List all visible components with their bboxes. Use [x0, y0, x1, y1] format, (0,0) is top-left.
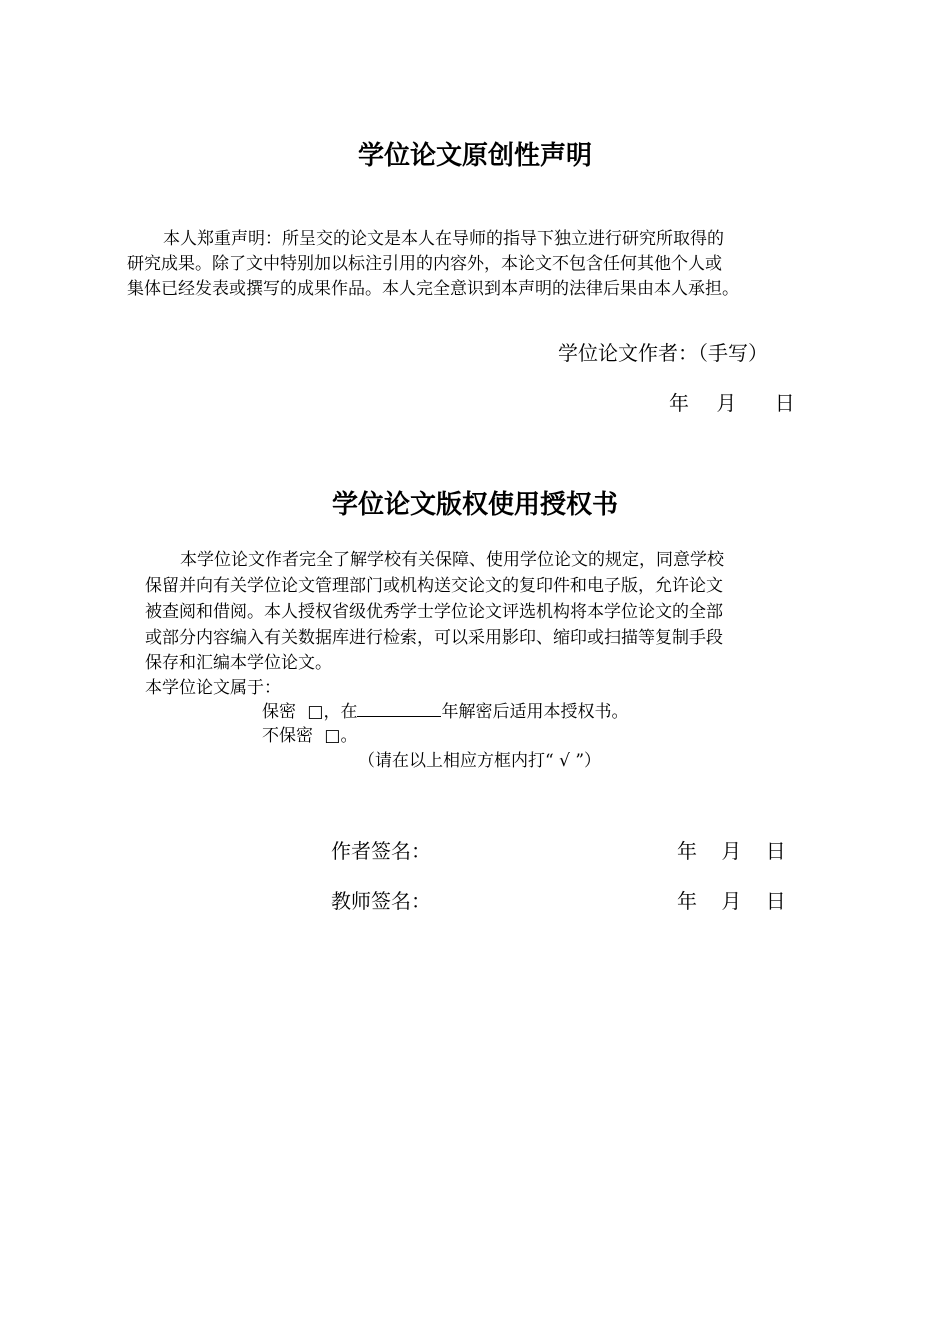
declaration-line-1: 本人郑重声明：所呈交的论文是本人在导师的指导下独立进行研究所取得的: [163, 229, 724, 249]
author-sign-label: 作者签名：: [331, 839, 431, 863]
date-day: 日: [765, 839, 786, 863]
authorization-line-1: 本学位论文作者完全了解学校有关保障、使用学位论文的规定，同意学校: [180, 550, 724, 570]
not-confidential-label: 不保密: [262, 726, 313, 746]
author-sign-date: [677, 835, 786, 864]
declaration-title: 学位论文原创性声明: [357, 141, 592, 171]
belongs-label: 本学位论文属于：: [145, 678, 281, 698]
date-year: 年: [677, 889, 697, 913]
date-year: 年: [677, 839, 697, 863]
not-confidential-period: 。: [340, 726, 358, 746]
authorization-line-4: 或部分内容编入有关数据库进行检索，可以采用影印、缩印或扫描等复制手段: [145, 628, 723, 648]
teacher-sign-label: 教师签名：: [331, 889, 431, 913]
checkbox-note: （请在以上相应方框内打“ √ ”）: [358, 751, 602, 771]
confidential-checkbox[interactable]: □: [307, 702, 324, 722]
date-day: 日: [765, 889, 786, 913]
declaration-line-2: 研究成果。除了文中特别加以标注引用的内容外，本论文不包含任何其他个人或: [127, 254, 722, 274]
confidential-row: [262, 699, 628, 725]
authorization-line-2: 保留并向有关学位论文管理部门或机构送交论文的复印件和电子版，允许论文: [145, 576, 723, 596]
declaration-line-3: 集体已经发表或撰写的成果作品。本人完全意识到本声明的法律后果由本人承担。: [127, 279, 739, 299]
confidential-text-after: 年解密后适用本授权书。: [441, 702, 629, 722]
confidential-label: 保密: [262, 702, 296, 722]
confidential-text-before: ，在: [323, 702, 358, 722]
declaration-date: [669, 387, 795, 416]
date-month: 月: [721, 889, 742, 913]
date-day: 日: [774, 391, 795, 415]
authorization-line-5: 保存和汇编本学位论文。: [145, 653, 332, 673]
authorization-title: 学位论文版权使用授权书: [331, 490, 618, 520]
authorization-line-3: 被查阅和借阅。本人授权省级优秀学士学位论文评选机构将本学位论文的全部: [145, 602, 723, 622]
decrypt-year-blank[interactable]: [357, 699, 441, 717]
date-year: 年: [669, 391, 689, 415]
declaration-author-label: 学位论文作者：（手写）: [558, 341, 768, 365]
date-month: 月: [716, 391, 737, 415]
date-month: 月: [721, 839, 742, 863]
teacher-sign-date: [677, 885, 786, 914]
not-confidential-checkbox[interactable]: □: [324, 726, 341, 746]
not-confidential-row: [262, 724, 357, 749]
